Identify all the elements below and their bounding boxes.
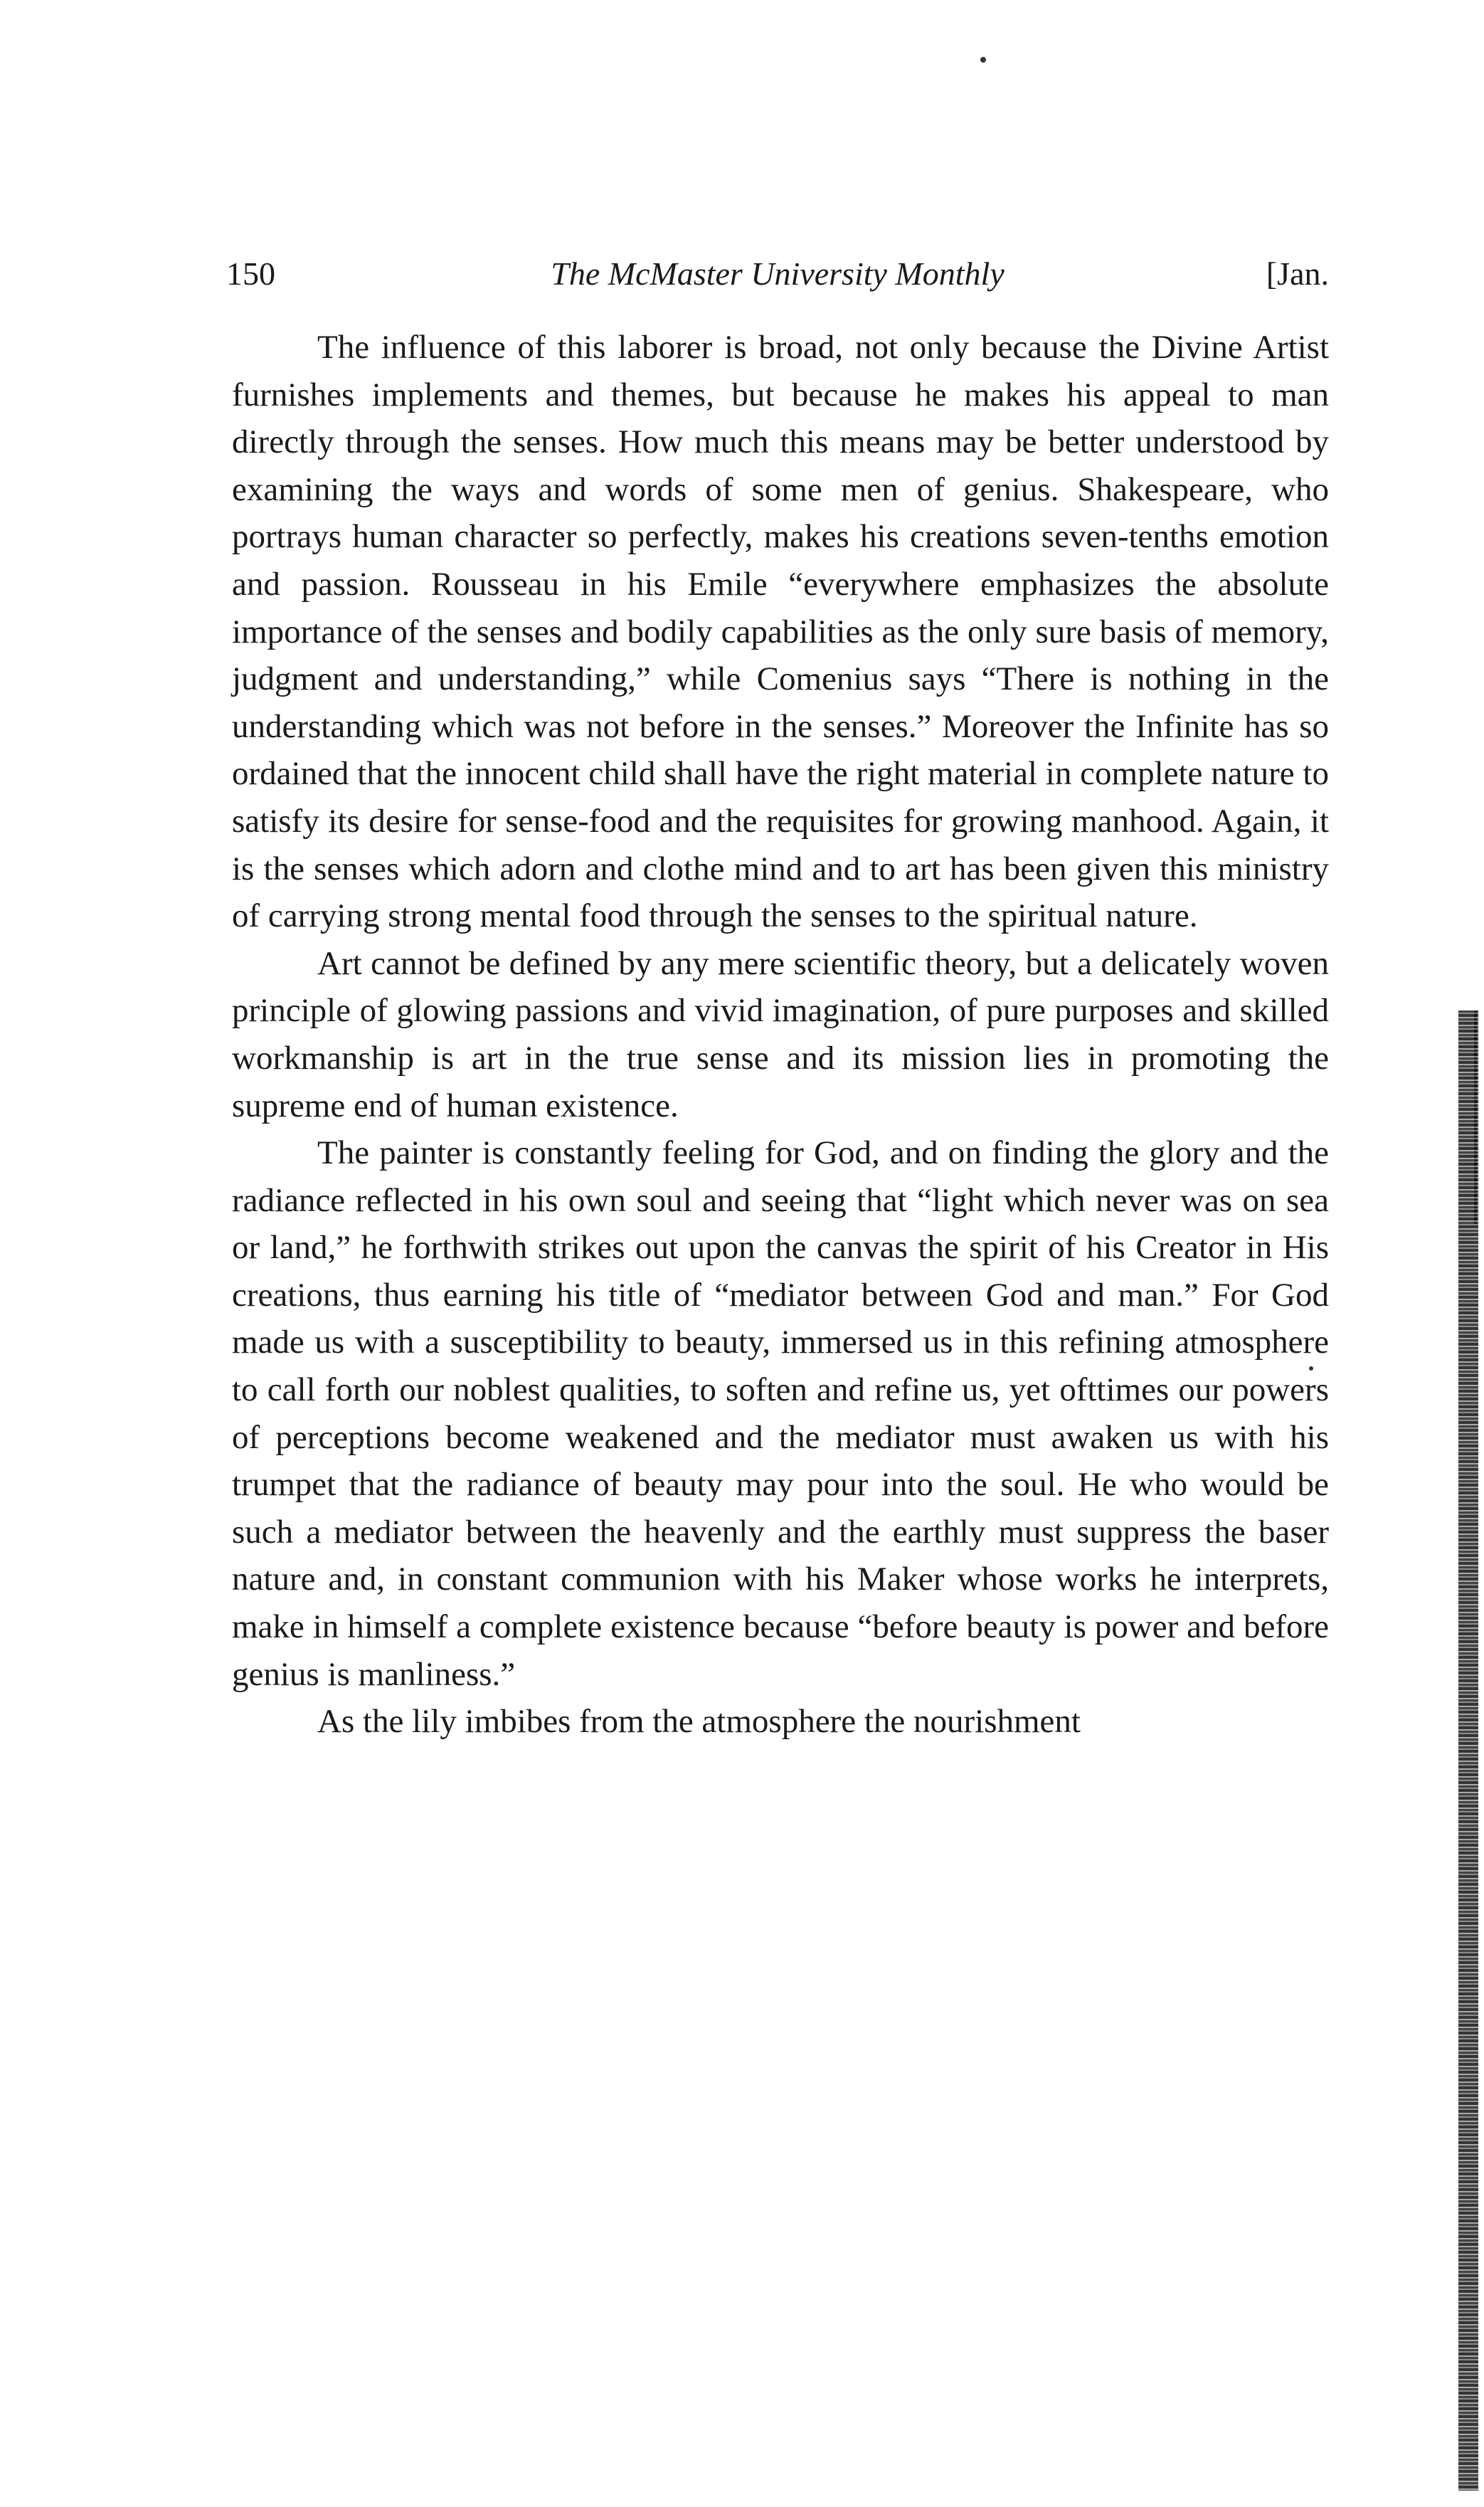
paragraph: As the lily imbibes from the atmosphere the nourishment [317,1703,1081,1741]
article-body [232,324,1329,1746]
running-header [226,249,1329,299]
paragraph: The painter is constantly feeling for God, and on finding the glory and the radiance reflected in his own soul and seeing that “light which never was on sea or land,” he forthwith strikes out upon the canvas the spirit of his Creator in His creations, thus earning his title of “mediator between God and man.” For God made us with a susceptibility to beauty, immersed us in this refining atmosphere to call forth our noblest qualities, to soften and refine us, yet ofttimes our powers of perceptions become weakened and the mediator must awaken us with his trumpet that the radiance of beauty may pour into the soul. He who would be such a mediator between the heavenly and the earthly must suppress the baser nature and, in constant communion with his Maker whose works he interprets, make in himself a complete existence because “before beauty is power and before genius is manliness.” [232,1134,1329,1693]
issue-month: [Jan. [1266,255,1329,292]
paragraph: The influence of this laborer is broad, not only because the Divine Artist furnishes implements and themes, but because he makes his appeal to man directly through the senses. How much this means may be better understood by examining the ways and words of some men of genius. Shakespeare, who portrays human character so perfectly, makes his creations seven-tenths emotion and passion. Rousseau in his Emile “everywhere emphasizes the absolute importance of the senses and bodily capabilities as the only sure basis of memory, judgment and understanding,” while Comenius says “There is nothing in the understanding which was not before in the senses.” Moreover the Infinite has so ordained that the innocent child shall have the right material in complete nature to satisfy its desire for sense-food and the requisites for growing manhood. Again, it is the senses which adorn and clothe mind and to art has been given this ministry of carrying strong mental food through the senses to the spiritual nature. [232,329,1329,935]
page-edge-shadow [1458,1010,1478,2491]
running-title: The McMaster University Monthly [551,255,1005,292]
paragraph: Art cannot be defined by any mere scientific theory, but a delicately woven principle of glowing passions and vivid imagination, of pure purposes and skilled workmanship is art in the true sense and its mission lies in promoting the supreme end of human existence. [232,944,1329,1124]
ink-speck [980,57,986,63]
page-number: 150 [226,255,275,292]
